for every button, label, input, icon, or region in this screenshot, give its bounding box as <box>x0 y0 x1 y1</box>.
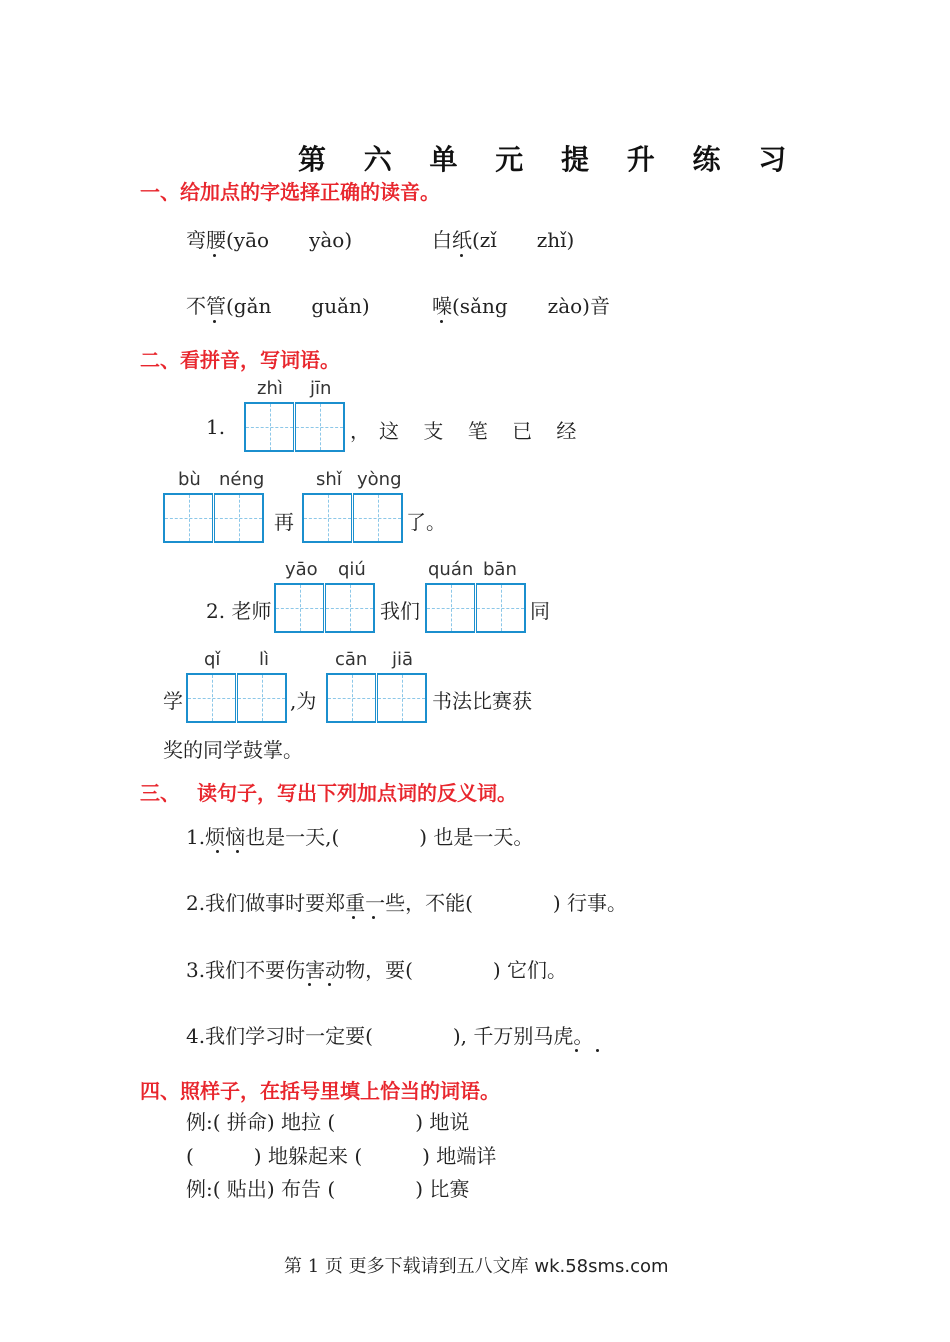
grid-cell[interactable] <box>237 673 287 723</box>
tianzi-grid-buneng[interactable] <box>163 493 265 543</box>
tianzi-grid-quanban[interactable] <box>425 583 527 633</box>
s2-q1-text-after: ，这 支 笔 已 经 <box>350 419 586 443</box>
s2-q2-lead: 2. 老师 <box>206 599 272 623</box>
tianzi-grid-yaoqiu[interactable] <box>274 583 376 633</box>
s2-q1-mid: 再 <box>274 510 294 534</box>
footer-text: 第 1 页 更多下载请到五八文库 <box>284 1256 529 1277</box>
s2-q2-end1: 同 <box>530 599 550 623</box>
emphasis-dot <box>216 850 219 853</box>
s4-line-1: 例:( 拼命) 地拉 ( ) 地说 <box>186 1110 470 1134</box>
emphasis-dot <box>213 254 216 257</box>
grid-cell[interactable] <box>476 583 526 633</box>
page-title: 第 六 单 元 提 升 练 习 <box>298 143 801 176</box>
grid-cell[interactable] <box>163 493 213 543</box>
s2-q2-lead2: 学 <box>163 689 183 713</box>
emphasis-dot <box>372 916 375 919</box>
pinyin-label: bù <box>178 469 201 490</box>
section4-heading: 四、照样子，在括号里填上恰当的词语。 <box>140 1079 500 1103</box>
s1-line1-b: 白纸(zǐ zhǐ) <box>432 228 575 252</box>
grid-cell[interactable] <box>214 493 264 543</box>
pinyin-label: cān <box>335 649 368 670</box>
pinyin-label: néng <box>219 469 265 490</box>
emphasis-dot <box>460 254 463 257</box>
s3-item-2: 2.我们做事时要郑重一些，不能( ) 行事。 <box>186 891 628 915</box>
s2-q2-end2: 书法比赛获 <box>432 689 532 713</box>
emphasis-dot <box>575 1049 578 1052</box>
emphasis-dot <box>596 1049 599 1052</box>
grid-cell[interactable] <box>244 402 294 452</box>
emphasis-dot <box>236 850 239 853</box>
grid-cell[interactable] <box>274 583 324 633</box>
s2-q1-number: 1. <box>206 415 226 439</box>
pinyin-label: lì <box>259 649 270 670</box>
grid-cell[interactable] <box>326 673 376 723</box>
pinyin-label: shǐ <box>316 469 342 490</box>
grid-cell[interactable] <box>377 673 427 723</box>
s2-q1-end: 了。 <box>406 510 446 534</box>
page-footer <box>284 1252 669 1278</box>
emphasis-dot <box>328 983 331 986</box>
grid-cell[interactable] <box>186 673 236 723</box>
emphasis-dot <box>213 320 216 323</box>
s1-line1-a: 弯腰(yāo yào) <box>186 228 353 252</box>
pinyin-label: qiú <box>338 559 366 580</box>
pinyin-label: yòng <box>357 469 402 490</box>
grid-cell[interactable] <box>425 583 475 633</box>
s2-q2-line3: 奖的同学鼓掌。 <box>163 738 303 762</box>
section1-heading: 一、给加点的字选择正确的读音。 <box>140 180 440 204</box>
emphasis-dot <box>308 983 311 986</box>
footer-link[interactable]: wk.58sms.com <box>534 1256 669 1277</box>
s3-item-1: 1.烦恼也是一天,( ) 也是一天。 <box>186 825 534 849</box>
pinyin-label: jiā <box>392 649 414 670</box>
pinyin-label: quán <box>428 559 474 580</box>
section3-heading: 三、 读句子，写出下列加点词的反义词。 <box>140 781 517 805</box>
tianzi-grid-canjia[interactable] <box>326 673 428 723</box>
grid-cell[interactable] <box>325 583 375 633</box>
pinyin-label: jīn <box>310 378 332 399</box>
pinyin-label: zhì <box>257 378 283 399</box>
pinyin-label: yāo <box>285 559 318 580</box>
emphasis-dot <box>440 320 443 323</box>
grid-cell[interactable] <box>302 493 352 543</box>
s1-line2-b: 噪(sǎng zào)音 <box>432 294 610 318</box>
tianzi-grid-qili[interactable] <box>186 673 288 723</box>
s4-line-3: 例:( 贴出) 布告 ( ) 比赛 <box>186 1177 470 1201</box>
grid-cell[interactable] <box>353 493 403 543</box>
pinyin-label: qǐ <box>204 649 221 670</box>
section2-heading: 二、看拼音，写词语。 <box>140 348 340 372</box>
tianzi-grid-zhijin[interactable] <box>244 402 346 452</box>
s4-line-2: ( ) 地躲起来 ( ) 地端详 <box>186 1144 497 1168</box>
s3-item-3: 3.我们不要伤害动物，要( ) 它们。 <box>186 958 568 982</box>
tianzi-grid-shiyong[interactable] <box>302 493 404 543</box>
grid-cell[interactable] <box>295 402 345 452</box>
pinyin-label: bān <box>483 559 517 580</box>
s1-line2-a: 不管(gǎn guǎn) <box>186 294 370 318</box>
s2-q2-mid2: ,为 <box>290 689 317 713</box>
s2-q2-mid1: 我们 <box>380 599 420 623</box>
s3-item-4: 4.我们学习时一定要( ), 千万别马虎。 <box>186 1024 594 1048</box>
emphasis-dot <box>352 916 355 919</box>
